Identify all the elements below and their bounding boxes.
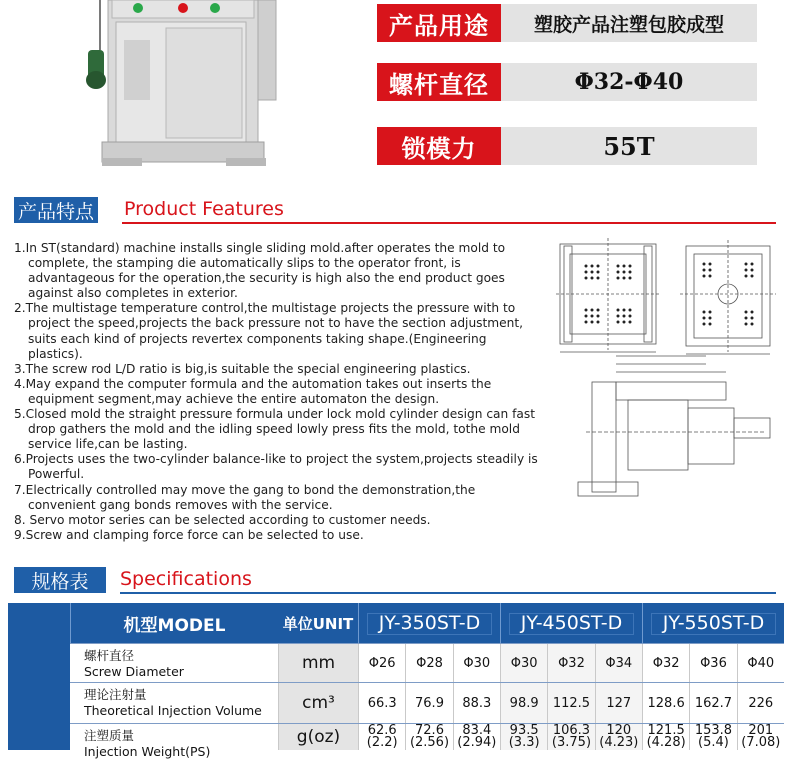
table-cell: Φ34 [595, 644, 642, 682]
spec-screw-label: 螺杆直径 [377, 63, 501, 101]
machine-photo [80, 0, 290, 170]
table-cell: 120 (4.23) [595, 724, 642, 750]
spec-clamp-value: 55T [501, 127, 757, 165]
spec-clamp-label: 锁模力 [377, 127, 501, 165]
feature-item: 3.The screw rod L/D ratio is big,is suitable the special engineering plastics. [14, 361, 471, 376]
row-unit: cm³ [278, 683, 358, 723]
unit-header: 单位UNIT [282, 614, 354, 633]
feature-item: 2.The multistage temperature control,the multistage projects the pressure with to project the speed,projects the back pressure not to have the section adjustment, suits each kind of projects revertex components taking shape.(Engineering plastics). [14, 301, 524, 361]
table-row [70, 682, 784, 723]
spec-screw-diameter [377, 63, 757, 101]
features-divider [122, 222, 776, 224]
row-unit: g(oz) [278, 724, 358, 750]
table-cell: 106.3 (3.75) [547, 724, 594, 750]
feature-item: 8. Servo motor series can be selected according to customer needs. [14, 512, 431, 527]
feature-item: 7.Electrically controlled may move the gang to bond the demonstration,the convenient gang bonds removes with the service. [14, 482, 476, 512]
model-column-header: JY-350ST-D [358, 603, 500, 643]
features-header [14, 197, 776, 223]
features-list [14, 241, 544, 543]
table-cell: Φ32 [642, 644, 689, 682]
table-cell: 83.4 (2.94) [453, 724, 500, 750]
model-header: 机型MODEL [70, 603, 278, 643]
spec-usage-value: 塑胶产品注塑包胶成型 [501, 4, 757, 42]
features-title-cn: 产品特点 [14, 197, 98, 223]
model-column-header: JY-550ST-D [642, 603, 784, 643]
table-cell: 162.7 [689, 683, 736, 723]
specifications-table [8, 603, 784, 759]
specs-title-en: Specifications [120, 568, 252, 590]
table-cell: Φ26 [358, 644, 405, 682]
table-row [70, 643, 784, 682]
table-cell: Φ32 [547, 644, 594, 682]
features-title-en: Product Features [124, 198, 284, 220]
table-row [70, 723, 784, 759]
spec-screw-value: Φ32-Φ40 [501, 63, 757, 101]
feature-item: 5.Closed mold the straight pressure formula under lock mold cylinder design can fast drop gathers the mold and the idling speed lowly press fits the mold, tothe mold service life,can be lasting. [14, 407, 535, 452]
table-cell: 128.6 [642, 683, 689, 723]
table-body [70, 643, 784, 759]
row-label: 螺杆直径 Screw Diameter [70, 644, 278, 682]
spec-clamping-force [377, 127, 757, 165]
table-cell: 153.8 (5.4) [689, 724, 736, 750]
table-cell: 66.3 [358, 683, 405, 723]
table-header-row [8, 603, 784, 643]
specs-title-cn: 规格表 [14, 567, 106, 593]
spec-usage-label: 产品用途 [377, 4, 501, 42]
feature-item: 9.Screw and clamping force force can be selected to use. [14, 527, 364, 542]
table-cell: Φ30 [453, 644, 500, 682]
table-cell: 121.5 (4.28) [642, 724, 689, 750]
table-cell: 93.5 (3.3) [500, 724, 547, 750]
table-cell: 226 [737, 683, 784, 723]
feature-item: 6.Projects uses the two-cylinder balance-like to project the system,projects steadily is Powerful. [14, 452, 538, 482]
table-cell: Φ40 [737, 644, 784, 682]
model-column-header: JY-450ST-D [500, 603, 642, 643]
table-cell: 127 [595, 683, 642, 723]
row-label: 理论注射量 Theoretical Injection Volume [70, 683, 278, 723]
table-cell: Φ30 [500, 644, 547, 682]
table-cell: 88.3 [453, 683, 500, 723]
feature-item: 4.May expand the computer formula and the automation takes out inserts the equipment segment,may achieve the entire automaton the design. [14, 376, 492, 406]
row-unit: mm [278, 644, 358, 682]
table-cell: 76.9 [405, 683, 452, 723]
specifications-header [14, 567, 776, 593]
table-cell: 98.9 [500, 683, 547, 723]
specs-divider [120, 592, 776, 594]
table-cell: 72.6 (2.56) [405, 724, 452, 750]
row-label: 注塑质量 Injection Weight(PS) [70, 724, 278, 750]
table-cell: 62.6 (2.2) [358, 724, 405, 750]
table-cell: Φ36 [689, 644, 736, 682]
table-cell: 201 (7.08) [737, 724, 784, 750]
table-left-bar [8, 643, 70, 750]
table-cell: 112.5 [547, 683, 594, 723]
spec-usage [377, 4, 757, 42]
table-cell: Φ28 [405, 644, 452, 682]
feature-item: 1.In ST(standard) machine installs single sliding mold.after operates the mold to complete, the stamping die automatically slips to the operator front, is advantageous for the operation,the security is high also the end product goes against also completes in exterior. [14, 241, 506, 301]
mold-technical-drawing [556, 232, 778, 506]
